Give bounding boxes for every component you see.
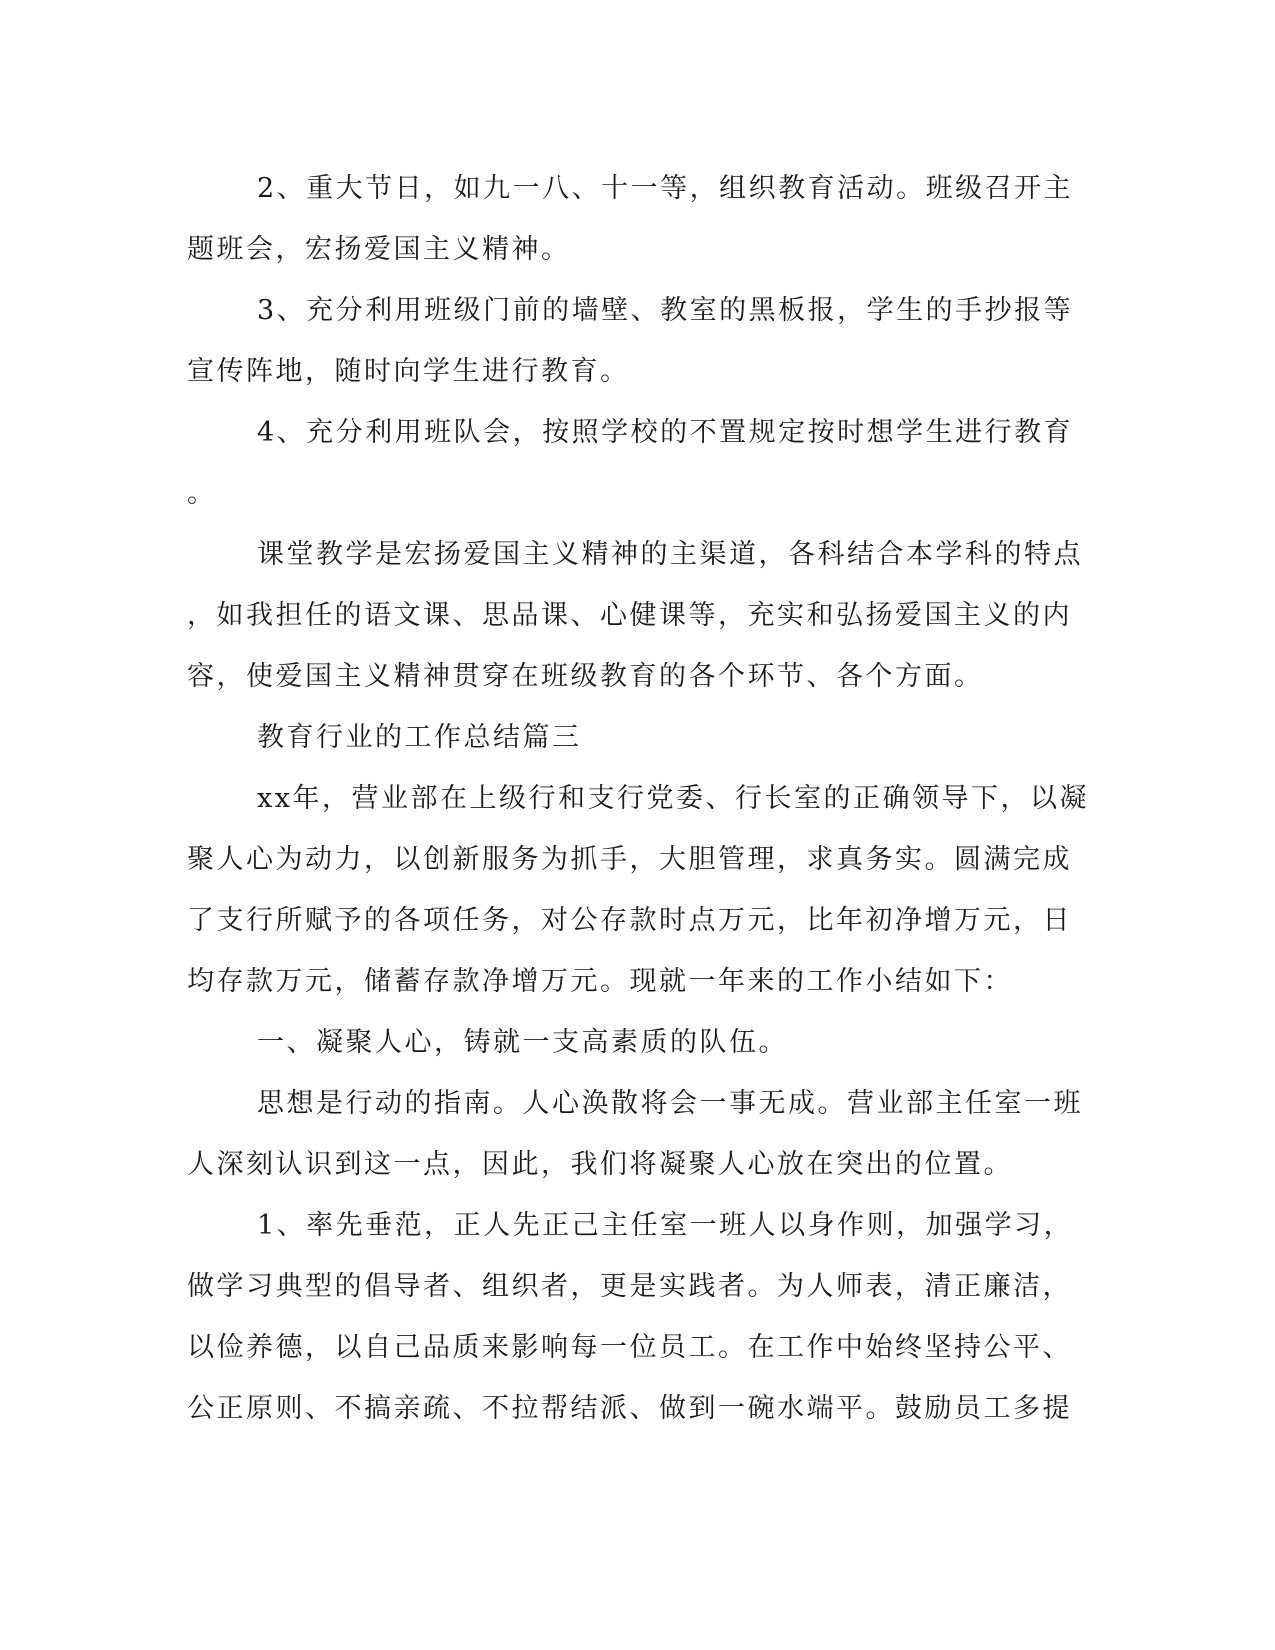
text-line: 题班会，宏扬爱国主义精神。 — [187, 234, 571, 265]
text-line: 做学习典型的倡导者、组织者，更是实践者。为人师表，清正廉洁， — [187, 1271, 1072, 1302]
text-line: 了支行所赋予的各项任务，对公存款时点万元，比年初净增万元，日 — [187, 905, 1072, 936]
text-line: 3、充分利用班级门前的墙壁、教室的黑板报，学生的手抄报等 — [257, 295, 1074, 326]
text-line: 思想是行动的指南。人心涣散将会一事无成。营业部主任室一班 — [257, 1088, 1083, 1119]
subsection-heading: 一、凝聚人心，铸就一支高素质的队伍。 — [257, 1027, 788, 1058]
text-line: 均存款万元，储蓄存款净增万元。现就一年来的工作小结如下： — [187, 966, 1013, 997]
text-line: 课堂教学是宏扬爱国主义精神的主渠道，各科结合本学科的特点 — [257, 539, 1083, 570]
text-line: ，如我担任的语文课、思品课、心健课等，充实和弘扬爱国主义的内 — [187, 600, 1072, 631]
text-line: 2、重大节日，如九一八、十一等，组织教育活动。班级召开主 — [257, 173, 1074, 204]
text-line: 聚人心为动力，以创新服务为抓手，大胆管理，求真务实。圆满完成 — [187, 844, 1072, 875]
text-line: 1、率先垂范，正人先正己主任室一班人以身作则，加强学习， — [257, 1210, 1074, 1241]
text-line: 公正原则、不搞亲疏、不拉帮结派、做到一碗水端平。鼓励员工多提 — [187, 1393, 1072, 1424]
text-line: 。 — [187, 478, 217, 509]
text-line: 人深刻认识到这一点，因此，我们将凝聚人心放在突出的位置。 — [187, 1149, 1013, 1180]
text-line: 以俭养德，以自己品质来影响每一位员工。在工作中始终坚持公平、 — [187, 1332, 1072, 1363]
text-line: xx年，营业部在上级行和支行党委、行长室的正确领导下，以凝 — [257, 783, 1089, 814]
text-line: 容，使爱国主义精神贯穿在班级教育的各个环节、各个方面。 — [187, 661, 984, 692]
text-line: 4、充分利用班队会，按照学校的不置规定按时想学生进行教育 — [257, 417, 1074, 448]
section-heading: 教育行业的工作总结篇三 — [257, 722, 582, 753]
text-line: 宣传阵地，随时向学生进行教育。 — [187, 356, 630, 387]
document-body — [187, 158, 1089, 1439]
